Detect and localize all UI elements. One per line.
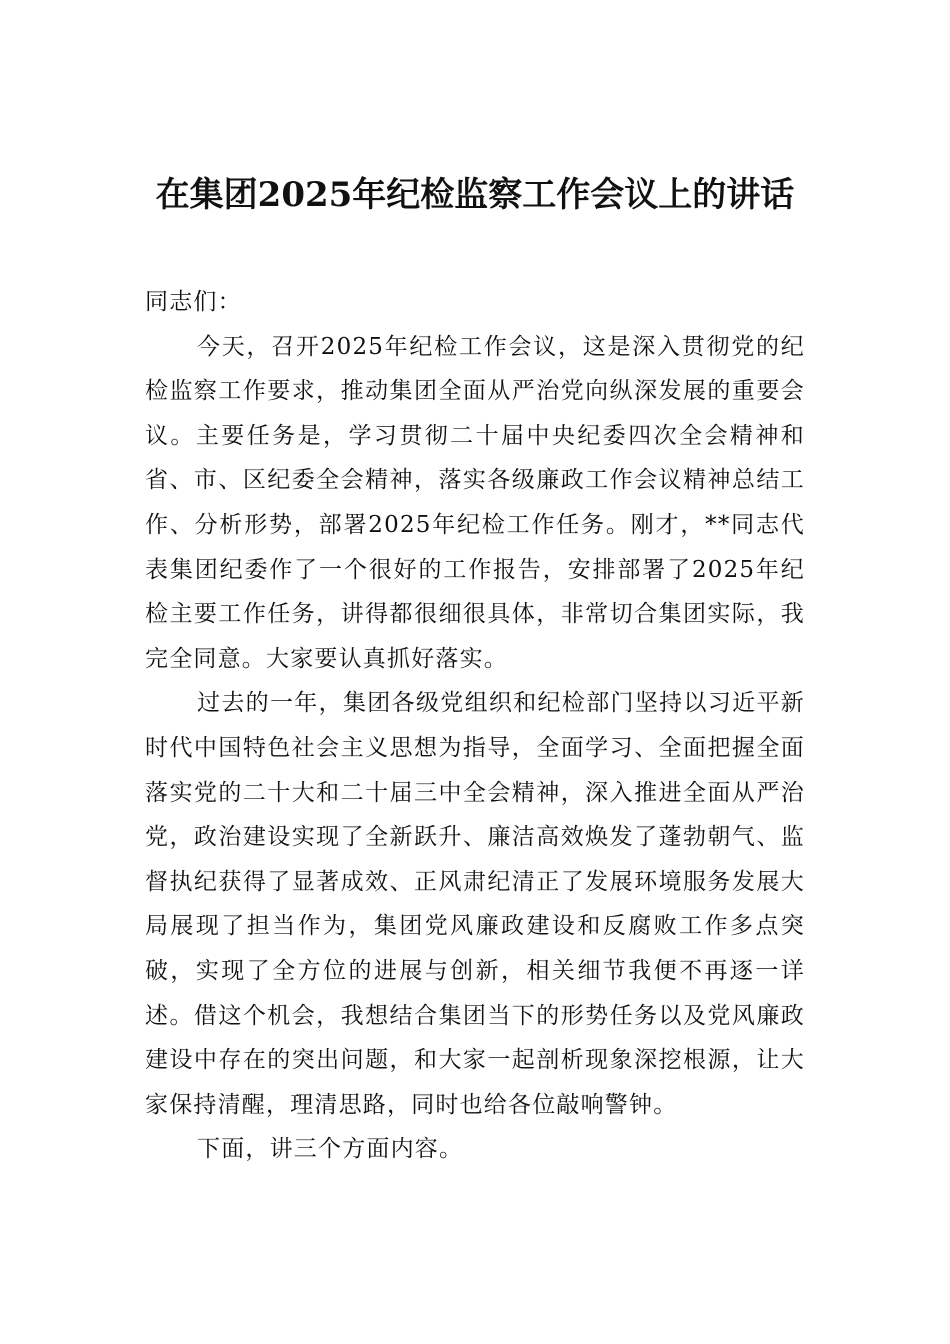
document-title: 在集团2025年纪检监察工作会议上的讲话 <box>155 175 795 215</box>
salutation: 同志们： <box>145 289 242 315</box>
paragraph-2: 过去的一年，集团各级党组织和纪检部门坚持以习近平新时代中国特色社会主义思想为指导，全面学习、全面把握全面落实党的二十大和二十届三中全会精神，深入推进全面从严治党，政治建设实现了全新跃升、廉洁高效焕发了蓬勃朝气、监督执纪获得了显著成效、正风肃纪清正了发展环境服务发展大局展现了担当作为，集团党风廉政建设和反腐败工作多点突破，实现了全方位的进展与创新，相关细节我便不再逐一详述。借这个机会，我想结合集团当下的形势任务以及党风廉政建设中存在的突出问题，和大家一起剖析现象深挖根源，让大家保持清醒，理清思路，同时也给各位敲响警钟。 <box>145 690 805 1118</box>
document-body <box>145 280 805 1172</box>
paragraph-1: 今天，召开2025年纪检工作会议，这是深入贯彻党的纪检监察工作要求，推动集团全面从严治党向纵深发展的重要会议。主要任务是，学习贯彻二十届中央纪委四次全会精神和省、市、区纪委全会精神，落实各级廉政工作会议精神总结工作、分析形势，部署2025年纪检工作任务。刚才，**同志代表集团纪委作了一个很好的工作报告，安排部署了2025年纪检主要工作任务，讲得都很细很具体，非常切合集团实际，我完全同意。大家要认真抓好落实。 <box>145 333 805 672</box>
paragraph-3: 下面，讲三个方面内容。 <box>197 1136 464 1163</box>
